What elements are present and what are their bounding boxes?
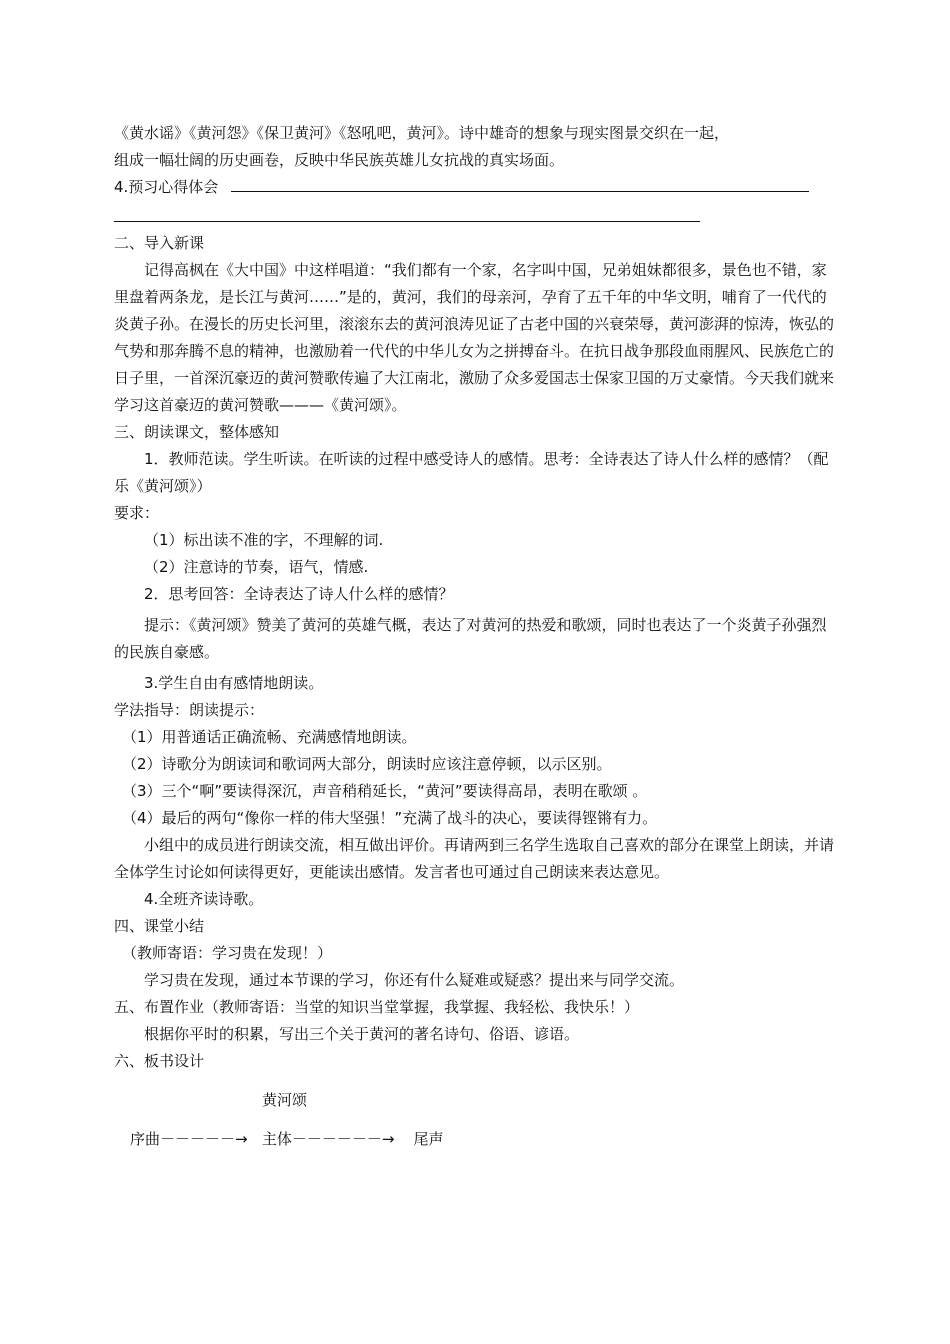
section3-tip-3: （3）三个“啊”要读得深沉，声音稍稍延长，“黄河”要读得高昂，表明在歌颂 。 <box>122 782 648 800</box>
board-flow: 序曲－－－－－→ 主体－－－－－－→ 尾声 <box>130 1130 444 1148</box>
section3-guide-label: 学法指导：朗读提示： <box>114 701 265 719</box>
section3-step4: 4.全班齐读诗歌。 <box>144 890 264 908</box>
section3-requirement-1: （1）标出读不准的字，不理解的词. <box>144 531 384 549</box>
section3-step3: 3.学生自由有感情地朗读。 <box>144 674 324 692</box>
preview-notes-label: 4.预习心得体会 <box>114 178 219 196</box>
section4-text: 学习贵在发现，通过本节课的学习，你还有什么疑难或疑惑？提出来与同学交流。 <box>144 971 685 989</box>
section4-heading: 四、课堂小结 <box>114 917 205 935</box>
intro-line-1: 《黄水谣》《黄河怨》《保卫黄河》《怒吼吧，黄河》。诗中雄奇的想象与现实图景交织在一起， <box>114 124 730 142</box>
section2-paragraph: 记得高枫在《大中国》中这样唱道：“我们都有一个家，名字叫中国，兄弟姐妹都很多，景色也不错，家里盘着两条龙，是长江与黄河……”是的，黄河，我们的母亲河，孕育了五千年的中华文明，哺育了一代代的炎黄子孙。在漫长的历史长河里，滚滚东去的黄河浪涛见证了古老中国的兴衰荣辱，黄河澎湃的惊涛，恢弘的气势和那奔腾不息的精神，也激励着一代代的中华儿女为之拼搏奋斗。在抗日战争那段血雨腥风、民族危亡的日子里，一首深沉豪迈的黄河赞歌传遍了大江南北，激励了众多爱国志士保家卫国的万丈豪情。今天我们就来学习这首豪迈的黄河赞歌———《黄河颂》。 <box>114 261 835 414</box>
preview-notes-blank-2 <box>114 201 700 222</box>
section3-heading: 三、朗读课文，整体感知 <box>114 423 280 441</box>
section3-step2: 2．思考回答：全诗表达了诗人什么样的感情？ <box>144 585 454 603</box>
preview-notes-row <box>114 174 838 201</box>
intro-line-2: 组成一幅壮阔的历史画卷，反映中华民族英雄儿女抗战的真实场面。 <box>114 151 565 169</box>
section4-quote: （教师寄语：学习贵在发现！） <box>122 944 333 962</box>
document-body <box>114 120 838 1153</box>
section3-tip-4: （4）最后的两句“像你一样的伟大坚强！”充满了战斗的决心，要读得铿锵有力。 <box>122 809 658 827</box>
section2-heading: 二、导入新课 <box>114 234 205 252</box>
preview-notes-blank-1 <box>231 177 809 192</box>
section3-hint: 提示：《黄河颂》赞美了黄河的英雄气概，表达了对黄河的热爱和歌颂，同时也表达了一个炎黄子孙强烈的民族自豪感。 <box>114 616 827 661</box>
section3-requirements-label: 要求： <box>114 504 160 522</box>
section3-step1: 1．教师范读。学生听读。在听读的过程中感受诗人的感情。思考：全诗表达了诗人什么样的感情？（配乐《黄河颂》） <box>114 450 829 495</box>
section6-heading: 六、板书设计 <box>114 1052 205 1070</box>
section5-heading: 五、布置作业（教师寄语：当堂的知识当堂掌握，我掌握、我轻松、我快乐！） <box>114 998 640 1016</box>
section3-group-activity: 小组中的成员进行朗读交流，相互做出评价。再请两到三名学生选取自己喜欢的部分在课堂上朗读，并请全体学生讨论如何读得更好，更能读出感情。发言者也可通过自己朗读来表达意见。 <box>114 836 835 881</box>
board-title: 黄河颂 <box>262 1091 308 1109</box>
section5-text: 根据你平时的积累，写出三个关于黄河的著名诗句、俗语、谚语。 <box>144 1025 580 1043</box>
section3-requirement-2: （2）注意诗的节奏，语气，情感. <box>144 558 369 576</box>
section3-tip-2: （2）诗歌分为朗读词和歌词两大部分，朗读时应该注意停顿，以示区别。 <box>122 755 612 773</box>
section3-tip-1: （1）用普通话正确流畅、充满感情地朗读。 <box>122 728 417 746</box>
